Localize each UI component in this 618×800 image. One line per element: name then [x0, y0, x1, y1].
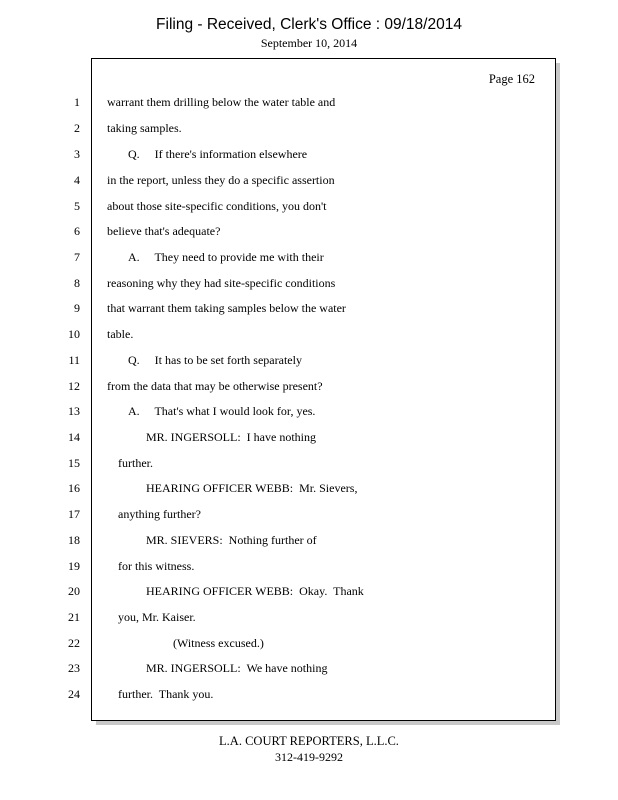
line-number: 7 [74, 250, 80, 264]
transcript-date: September 10, 2014 [260, 36, 358, 50]
line-number: 4 [74, 173, 80, 187]
transcript-line: A. They need to provide me with their [128, 250, 324, 264]
transcript-line: from the data that may be otherwise present? [107, 379, 323, 393]
line-number: 6 [74, 224, 80, 238]
line-number: 23 [68, 661, 80, 675]
line-number: 15 [68, 456, 80, 470]
reporter-phone: 312-419-9292 [275, 750, 343, 764]
transcript-line: taking samples. [107, 121, 182, 135]
line-number: 10 [68, 327, 80, 341]
line-number: 8 [74, 276, 80, 290]
transcript-line: HEARING OFFICER WEBB: Mr. Sievers, [146, 481, 358, 495]
transcript-line: MR. INGERSOLL: We have nothing [146, 661, 328, 675]
line-number: 13 [68, 404, 80, 418]
line-number: 24 [68, 687, 80, 701]
transcript-line: believe that's adequate? [107, 224, 221, 238]
page-number: Page 162 [488, 72, 535, 86]
transcript-line: that warrant them taking samples below the water [107, 301, 346, 315]
transcript-line: in the report, unless they do a specific assertion [107, 173, 335, 187]
transcript-line: HEARING OFFICER WEBB: Okay. Thank [146, 584, 364, 598]
line-number: 20 [68, 584, 80, 598]
line-number: 3 [74, 147, 80, 161]
line-number: 2 [74, 121, 80, 135]
transcript-line: further. Thank you. [118, 687, 214, 701]
line-number: 5 [74, 199, 80, 213]
transcript-line: reasoning why they had site-specific conditions [107, 276, 336, 290]
line-number: 14 [68, 430, 80, 444]
transcript-line: for this witness. [118, 559, 195, 573]
transcript-line: MR. SIEVERS: Nothing further of [146, 533, 317, 547]
transcript-line: Q. It has to be set forth separately [128, 353, 302, 367]
line-number: 9 [74, 301, 80, 315]
transcript-line: table. [107, 327, 134, 341]
line-number: 1 [74, 95, 80, 109]
transcript-line: warrant them drilling below the water table and [107, 95, 336, 109]
line-number: 11 [68, 353, 80, 367]
line-number: 18 [68, 533, 80, 547]
transcript-line: further. [118, 456, 153, 470]
transcript-line: A. That's what I would look for, yes. [128, 404, 316, 418]
transcript-line: MR. INGERSOLL: I have nothing [146, 430, 316, 444]
reporter-company: L.A. COURT REPORTERS, L.L.C. [219, 734, 399, 748]
line-number: 16 [68, 481, 80, 495]
line-number: 12 [68, 379, 80, 393]
line-number: 17 [68, 507, 80, 521]
transcript-line: (Witness excused.) [173, 636, 264, 650]
filing-stamp: Filing - Received, Clerk's Office : 09/18/2014 [156, 16, 462, 33]
line-number: 19 [68, 559, 80, 573]
line-number: 21 [68, 610, 80, 624]
transcript-line: you, Mr. Kaiser. [118, 610, 196, 624]
transcript-line: anything further? [118, 507, 201, 521]
line-number: 22 [68, 636, 80, 650]
transcript-line: Q. If there's information elsewhere [128, 147, 308, 161]
transcript-line: about those site-specific conditions, you don't [107, 199, 327, 213]
